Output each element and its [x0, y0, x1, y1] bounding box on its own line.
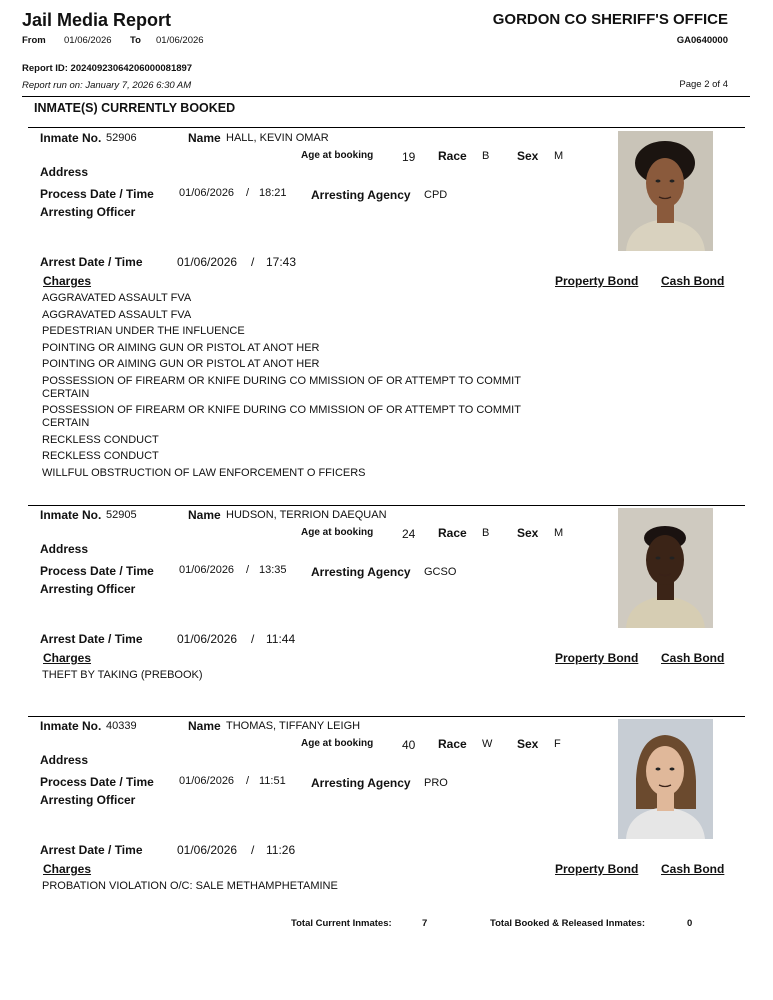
arrest-slash: /	[251, 255, 255, 269]
charges-label: Charges	[43, 274, 92, 288]
officer-label: Arresting Officer	[40, 205, 136, 219]
address-label: Address	[40, 753, 89, 767]
cash-bond-label: Cash Bond	[661, 651, 725, 665]
name-label: Name	[188, 508, 221, 522]
process-time: 13:35	[259, 564, 287, 576]
agency-label: Arresting Agency	[311, 565, 411, 579]
charges-label: Charges	[43, 862, 92, 876]
mugshot-photo	[618, 719, 713, 839]
charge-item: RECKLESS CONDUCT	[42, 433, 159, 446]
inmate-no-label: Inmate No.	[40, 508, 102, 522]
inmate-name: HUDSON, TERRION DAEQUAN	[226, 509, 387, 521]
inmate-age: 40	[402, 738, 416, 752]
process-label: Process Date / Time	[40, 187, 154, 201]
charge-item: PROBATION VIOLATION O/C: SALE METHAMPHETAMINE	[42, 880, 338, 892]
to-date: 01/06/2026	[156, 35, 204, 46]
inmate-sex: M	[554, 150, 564, 162]
section-divider	[28, 127, 745, 128]
cash-bond-label: Cash Bond	[661, 274, 725, 288]
property-bond-label: Property Bond	[555, 651, 639, 665]
sex-label: Sex	[517, 149, 539, 163]
arrest-time: 11:44	[266, 632, 296, 646]
charges-list	[42, 292, 562, 483]
agency-label: Arresting Agency	[311, 776, 411, 790]
inmate-divider	[28, 505, 745, 506]
name-label: Name	[188, 719, 221, 733]
cash-bond-label: Cash Bond	[661, 862, 725, 876]
officer-label: Arresting Officer	[40, 793, 136, 807]
charge-item: AGGRAVATED ASSAULT FVA	[42, 292, 192, 304]
arrest-label: Arrest Date / Time	[40, 843, 143, 857]
process-label: Process Date / Time	[40, 564, 154, 578]
inmate-number: 52905	[106, 509, 137, 521]
report-run-on: Report run on: January 7, 2026 6:30 AM	[22, 80, 192, 91]
process-date: 01/06/2026	[179, 187, 235, 199]
inmate-race: B	[482, 150, 490, 162]
arrest-label: Arrest Date / Time	[40, 632, 143, 646]
arrest-label: Arrest Date / Time	[40, 255, 143, 269]
inmate-name: THOMAS, TIFFANY LEIGH	[226, 720, 361, 732]
process-slash: /	[246, 775, 250, 787]
charge-item: RECKLESS CONDUCT	[42, 450, 159, 462]
header-divider	[22, 96, 750, 97]
inmate-no-label: Inmate No.	[40, 131, 102, 145]
address-label: Address	[40, 542, 89, 556]
charge-item: POINTING OR AIMING GUN OR PISTOL AT ANOT HER	[42, 341, 320, 354]
property-bond-label: Property Bond	[555, 862, 639, 876]
mugshot-figure	[618, 508, 713, 628]
inmate-divider	[28, 716, 745, 717]
total-released-label: Total Booked & Released Inmates:	[490, 918, 646, 929]
charges-label: Charges	[43, 651, 92, 665]
arrest-date: 01/06/2026	[177, 843, 238, 857]
process-slash: /	[246, 187, 250, 199]
inmate-number: 52906	[106, 132, 137, 144]
inmate-race: W	[482, 738, 493, 750]
agency-label: Arresting Agency	[311, 188, 411, 202]
to-label: To	[130, 35, 141, 46]
arresting-agency: PRO	[424, 777, 448, 789]
from-label: From	[22, 35, 46, 46]
race-label: Race	[438, 737, 467, 751]
charge-item: POSSESSION OF FIREARM OR KNIFE DURING CO MMISSION OF OR ATTEMPT TO COMMIT CERTAIN	[42, 404, 521, 429]
inmate-age: 24	[402, 527, 416, 541]
page-number: Page 2 of 4	[679, 79, 728, 90]
name-label: Name	[188, 131, 221, 145]
sex-label: Sex	[517, 526, 539, 540]
sex-label: Sex	[517, 737, 539, 751]
arrest-time: 17:43	[266, 255, 297, 269]
total-current-value: 7	[422, 918, 428, 929]
officer-label: Arresting Officer	[40, 582, 136, 596]
process-time: 18:21	[259, 187, 287, 199]
charges-list	[42, 880, 562, 897]
charge-item: POSSESSION OF FIREARM OR KNIFE DURING CO MMISSION OF OR ATTEMPT TO COMMIT CERTAIN	[42, 374, 521, 400]
mugshot-figure	[618, 131, 713, 251]
charge-item: THEFT BY TAKING (PREBOOK)	[42, 669, 203, 681]
inmate-no-label: Inmate No.	[40, 719, 102, 733]
charge-item: PEDESTRIAN UNDER THE INFLUENCE	[42, 325, 245, 337]
from-date: 01/06/2026	[64, 35, 112, 46]
race-label: Race	[438, 149, 467, 163]
arrest-slash: /	[251, 843, 255, 857]
arrest-date: 01/06/2026	[177, 632, 238, 646]
agency-code: GA0640000	[676, 35, 728, 46]
total-current-label: Total Current Inmates:	[291, 918, 392, 929]
agency-name: GORDON CO SHERIFF'S OFFICE	[492, 11, 728, 28]
process-time: 11:51	[259, 775, 286, 787]
arresting-agency: GCSO	[424, 566, 457, 578]
mugshot-photo	[618, 508, 713, 628]
process-date: 01/06/2026	[179, 564, 235, 576]
mugshot-photo	[618, 131, 713, 251]
charge-item: AGGRAVATED ASSAULT FVA	[42, 308, 192, 321]
arrest-time: 11:26	[266, 843, 296, 857]
charge-item: POINTING OR AIMING GUN OR PISTOL AT ANOT HER	[42, 358, 320, 370]
mugshot-figure	[618, 719, 713, 839]
report-title: Jail Media Report	[22, 10, 172, 30]
process-label: Process Date / Time	[40, 775, 154, 789]
inmate-race: B	[482, 527, 490, 539]
total-released-value: 0	[687, 918, 693, 929]
inmate-number: 40339	[106, 720, 137, 732]
inmate-age: 19	[402, 150, 416, 164]
process-date: 01/06/2026	[179, 775, 235, 787]
charges-list	[42, 669, 562, 686]
arresting-agency: CPD	[424, 189, 448, 201]
age-label: Age at booking	[301, 150, 374, 161]
property-bond-label: Property Bond	[555, 274, 639, 288]
arrest-date: 01/06/2026	[177, 255, 238, 269]
age-label: Age at booking	[301, 527, 374, 538]
race-label: Race	[438, 526, 467, 540]
section-title: INMATE(S) CURRENTLY BOOKED	[34, 101, 236, 115]
report-id: Report ID: 2024092306420600008189​7	[22, 63, 193, 74]
arrest-slash: /	[251, 632, 255, 646]
process-slash: /	[246, 564, 250, 576]
age-label: Age at booking	[301, 738, 374, 749]
inmate-name: HALL, KEVIN OMAR	[226, 132, 329, 144]
address-label: Address	[40, 165, 89, 179]
inmate-sex: F	[554, 738, 561, 750]
inmate-sex: M	[554, 527, 564, 539]
charge-item: WILLFUL OBSTRUCTION OF LAW ENFORCEMENT O FFICERS	[42, 466, 366, 479]
